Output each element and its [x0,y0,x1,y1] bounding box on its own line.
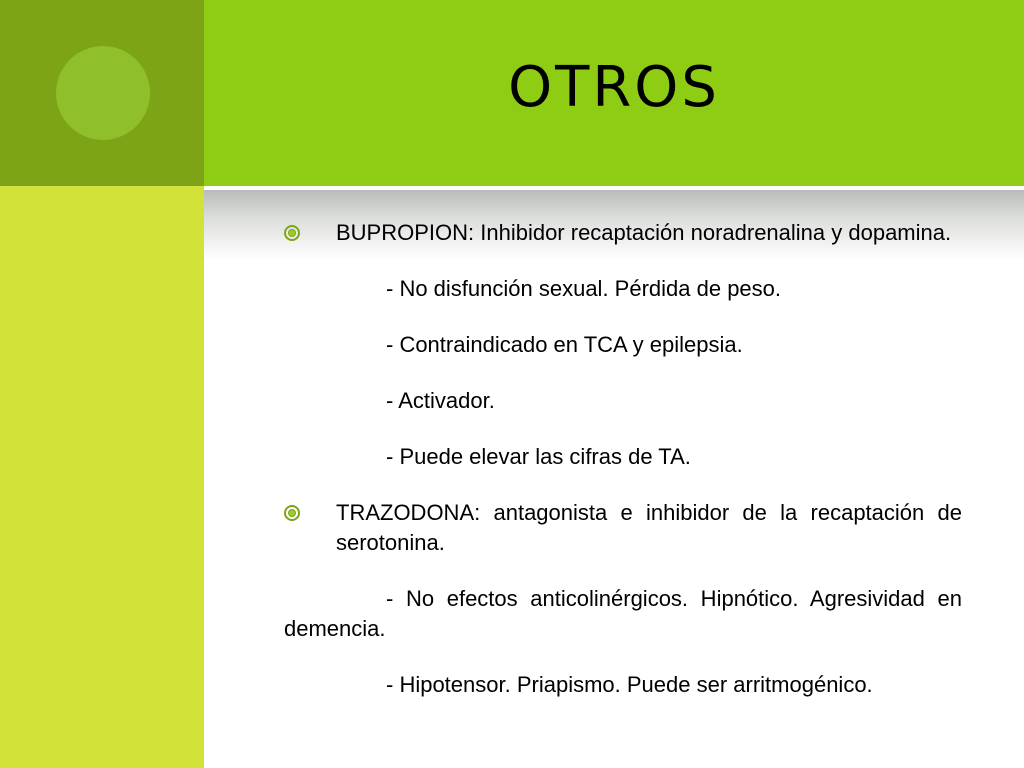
sub-item: - No disfunción sexual. Pérdida de peso. [386,276,782,301]
sub-item: - Activador. [386,388,495,413]
circle-bullet-icon [284,225,300,241]
decorative-circle [56,46,150,140]
sub-item: - No efectos anticolinérgicos. Hipnótico. Agresividad en demencia. [284,586,962,641]
bullet-item-trazodona [284,498,962,558]
sub-item: - Hipotensor. Priapismo. Puede ser arritmogénico. [386,672,873,697]
sub-item: - Contraindicado en TCA y epilepsia. [386,332,743,357]
bullet-text: BUPROPION: Inhibidor recaptación noradrenalina y dopamina. [336,220,952,245]
left-bottom-panel [0,186,204,768]
bullet-item-bupropion [284,218,962,248]
bullet-text: TRAZODONA: antagonista e inhibidor de la recaptación de serotonina. [336,500,962,555]
slide-content [284,218,962,726]
circle-bullet-icon [284,505,300,521]
slide-title: OTROS [508,55,720,120]
sub-item: - Puede elevar las cifras de TA. [386,444,691,469]
